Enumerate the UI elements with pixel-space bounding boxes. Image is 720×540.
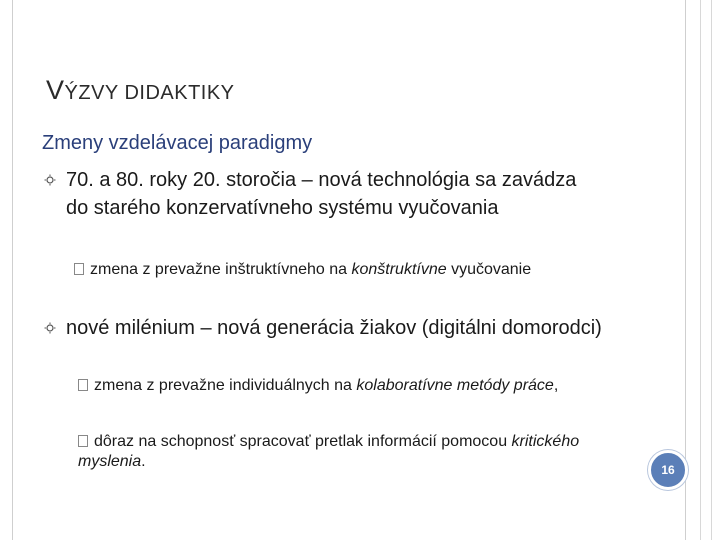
slide-subtitle: Zmeny vzdelávacej paradigmy — [42, 132, 313, 154]
slide-title — [46, 75, 235, 106]
subbullet-italic: kolaboratívne metódy práce — [356, 377, 554, 394]
page-number-badge: 16 — [648, 450, 688, 490]
bullet-text: nové milénium – nová generácia žiakov (digitálni domorodci) — [66, 317, 602, 339]
subbullet-item-2 — [78, 376, 638, 396]
subbullet-italic: konštruktívne — [351, 261, 447, 278]
square-checkbox-icon — [74, 263, 84, 275]
subbullet-item-3 — [78, 432, 638, 472]
subbullet-text-a: zmena z prevažne individuálnych na — [94, 377, 357, 394]
title-rest: ÝZVY DIDAKTIKY — [64, 82, 235, 104]
right-stripe — [700, 0, 712, 540]
sun-bullet-icon — [42, 314, 58, 342]
sun-bullet-icon — [42, 166, 58, 194]
subbullet-text-b: . — [141, 453, 146, 470]
subbullet-text-b: vyučovanie — [446, 261, 532, 278]
bullet-item-2 — [42, 314, 632, 342]
title-first-letter: V — [46, 75, 65, 105]
bullet-item-1 — [42, 166, 602, 222]
bullet-text: 70. a 80. roky 20. storočia – nová technológia sa zavádza do starého konzervatívneho systému vyučovania — [66, 169, 577, 219]
subbullet-text-a: zmena z prevažne inštruktívneho na — [90, 261, 352, 278]
subbullet-italic: kritického myslenia — [78, 433, 580, 470]
square-checkbox-icon — [78, 379, 88, 391]
subbullet-item-1 — [74, 260, 604, 280]
square-checkbox-icon — [78, 435, 88, 447]
subbullet-text-b: , — [553, 377, 559, 394]
subbullet-text-a: dôraz na schopnosť spracovať pretlak informácií pomocou — [94, 433, 512, 450]
